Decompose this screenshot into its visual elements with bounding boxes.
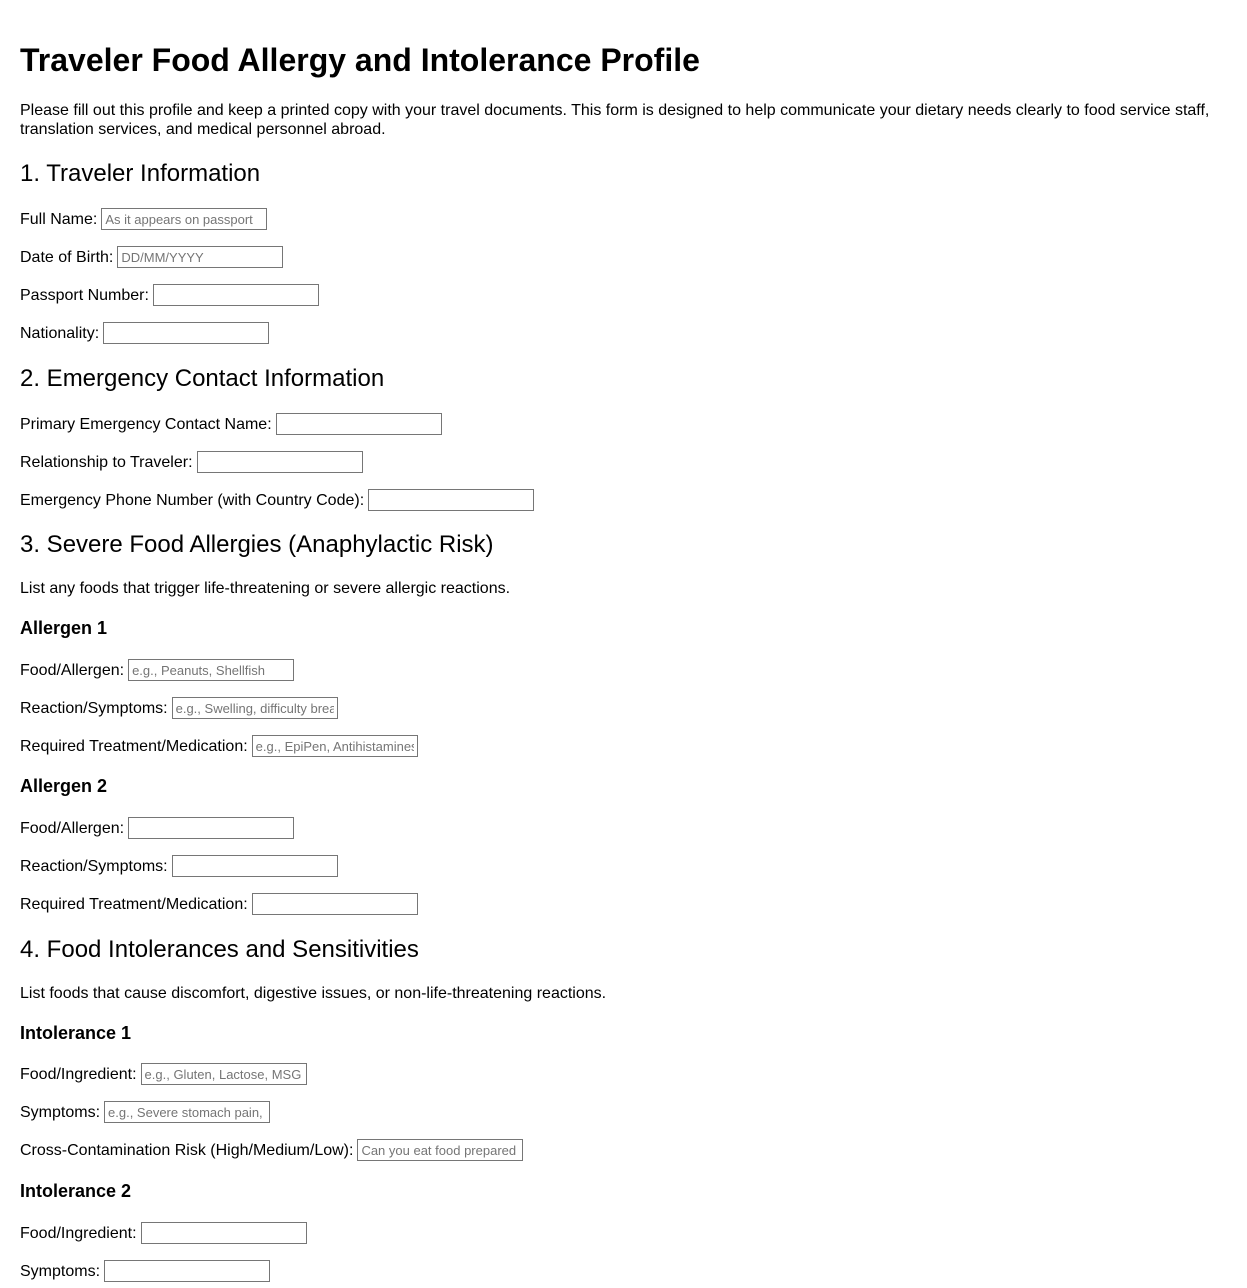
intolerance-1-risk-label: Cross-Contamination Risk (High/Medium/Low): — [20, 1141, 354, 1159]
nationality-input[interactable] — [103, 322, 269, 344]
section-allergies-heading: 3. Severe Food Allergies (Anaphylactic Risk) — [20, 531, 494, 558]
intolerance-2-food-row — [20, 1222, 307, 1244]
dob-row — [20, 246, 283, 268]
intolerance-2-heading: Intolerance 2 — [20, 1181, 132, 1201]
full-name-label: Full Name: — [20, 210, 98, 228]
intolerance-2-symptoms-input[interactable] — [104, 1260, 270, 1282]
relationship-label: Relationship to Traveler: — [20, 453, 193, 471]
intolerance-1-food-row — [20, 1063, 307, 1085]
intolerance-1-symptoms-label: Symptoms: — [20, 1103, 101, 1121]
passport-input[interactable] — [153, 284, 319, 306]
allergen-2-food-label: Food/Allergen: — [20, 819, 125, 837]
allergen-1-treatment-input[interactable] — [252, 735, 418, 757]
contact-name-row — [20, 413, 442, 435]
intolerance-1-food-label: Food/Ingredient: — [20, 1065, 137, 1083]
allergen-2-reaction-row — [20, 855, 338, 877]
intolerance-1-risk-input[interactable] — [357, 1139, 523, 1161]
full-name-input[interactable] — [101, 208, 267, 230]
allergen-2-treatment-input[interactable] — [252, 893, 418, 915]
allergen-1-heading: Allergen 1 — [20, 618, 108, 638]
allergen-2-food-row — [20, 817, 294, 839]
intro-text: Please fill out this profile and keep a printed copy with your travel documents. This form is designed to help communicate your dietary needs clearly to food service staff, translation services, and medical personnel abroad. — [20, 102, 1210, 138]
passport-label: Passport Number: — [20, 286, 149, 304]
intolerance-1-symptoms-input[interactable] — [104, 1101, 270, 1123]
section-intolerances-heading: 4. Food Intolerances and Sensitivities — [20, 936, 419, 963]
relationship-row — [20, 451, 363, 473]
dob-label: Date of Birth: — [20, 248, 114, 266]
allergen-2-treatment-label: Required Treatment/Medication: — [20, 895, 248, 913]
section-traveler-heading: 1. Traveler Information — [20, 160, 261, 187]
relationship-input[interactable] — [197, 451, 363, 473]
contact-name-input[interactable] — [276, 413, 442, 435]
allergen-1-reaction-label: Reaction/Symptoms: — [20, 699, 168, 717]
dob-input[interactable] — [117, 246, 283, 268]
emergency-phone-input[interactable] — [368, 489, 534, 511]
nationality-label: Nationality: — [20, 324, 100, 342]
contact-name-label: Primary Emergency Contact Name: — [20, 415, 272, 433]
intolerances-note: List foods that cause discomfort, digestive issues, or non-life-threatening reactions. — [20, 985, 607, 1002]
allergen-1-reaction-row — [20, 697, 338, 719]
allergen-1-treatment-label: Required Treatment/Medication: — [20, 737, 248, 755]
allergen-2-food-input[interactable] — [128, 817, 294, 839]
allergen-1-reaction-input[interactable] — [172, 697, 338, 719]
intolerance-1-food-input[interactable] — [141, 1063, 307, 1085]
section-emergency-heading: 2. Emergency Contact Information — [20, 365, 385, 392]
allergen-2-heading: Allergen 2 — [20, 776, 108, 796]
allergen-2-reaction-input[interactable] — [172, 855, 338, 877]
allergen-1-food-row — [20, 659, 294, 681]
intolerance-1-heading: Intolerance 1 — [20, 1023, 132, 1043]
allergen-1-food-input[interactable] — [128, 659, 294, 681]
intolerance-1-risk-row — [20, 1139, 523, 1161]
passport-row — [20, 284, 319, 306]
intolerance-2-food-input[interactable] — [141, 1222, 307, 1244]
allergies-note: List any foods that trigger life-threatening or severe allergic reactions. — [20, 580, 511, 597]
emergency-phone-row — [20, 489, 534, 511]
page-title: Traveler Food Allergy and Intolerance Profile — [20, 42, 700, 78]
allergen-2-reaction-label: Reaction/Symptoms: — [20, 857, 168, 875]
intolerance-2-symptoms-label: Symptoms: — [20, 1262, 101, 1280]
emergency-phone-label: Emergency Phone Number (with Country Code): — [20, 491, 365, 509]
intolerance-1-symptoms-row — [20, 1101, 270, 1123]
intolerance-2-symptoms-row — [20, 1260, 270, 1282]
allergen-1-food-label: Food/Allergen: — [20, 661, 125, 679]
allergen-2-treatment-row — [20, 893, 418, 915]
nationality-row — [20, 322, 269, 344]
intolerance-2-food-label: Food/Ingredient: — [20, 1224, 137, 1242]
allergen-1-treatment-row — [20, 735, 418, 757]
full-name-row — [20, 208, 267, 230]
